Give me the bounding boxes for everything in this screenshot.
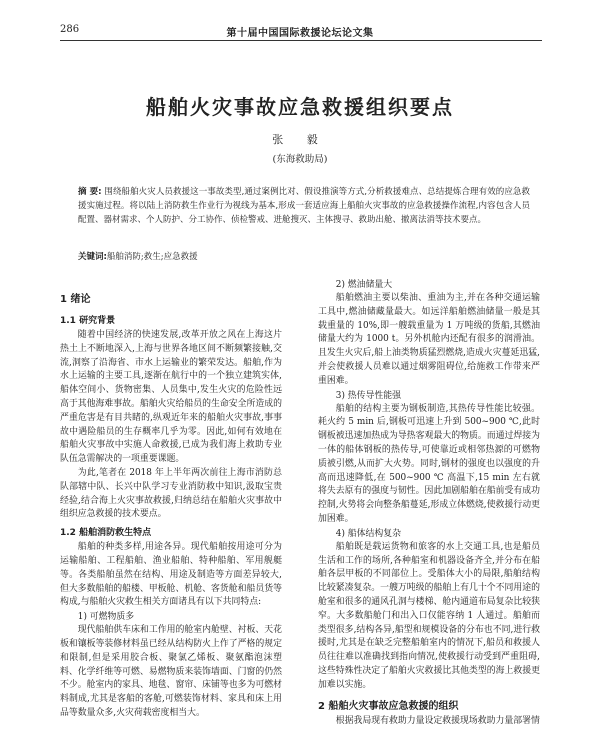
- paper-author: 张 毅: [272, 133, 328, 146]
- header-rule: [60, 40, 542, 41]
- list-item-heading: 3) 热传导性能强: [335, 390, 401, 401]
- list-item-heading: 4) 船体结构复杂: [335, 528, 401, 539]
- paragraph: 为此,笔者在 2018 年上半年两次前往上海市消防总队部辖中队、长兴中队学习专业消防救中知识,汲取宝贵经验,结合海上火灾事故救援,归纳总结在船舶火灾事故中组织应急救援的技术要点。: [60, 467, 282, 520]
- keywords-text: 船舶消防;救生;应急救援: [106, 252, 198, 262]
- keywords: [78, 250, 530, 264]
- section-1-title: 1 绪论: [60, 294, 91, 305]
- subsection-1-1-title: 1.1 研究背景: [60, 316, 116, 326]
- paragraph: 船舶燃油主要以柴油、重油为主,并在各种交通运输工具中,燃油储藏量最大。如远洋船舶燃油储量一般是其载重量的 10%,即一艘载重量为 1 万吨级的货船,其燃油储量大约为 1000 t。另外机舱内还配有很多的润滑油。且发生火灾后,船上油类物质猛烈燃烧,造成火灾蔓延迅猛,并会使救援人员难以通过烟雾阻碍位,给施救工作带来严重困难。: [318, 293, 540, 386]
- running-title: 第十届中国国际救援论坛论文集: [226, 28, 374, 39]
- section-2-title: 2 船舶火灾事故应急救援的组织: [318, 700, 459, 712]
- abstract-label: 摘 要:: [78, 187, 102, 197]
- page-number: 286: [60, 24, 80, 35]
- abstract-text: 围绕船舶火灾人员救援这一事故类型,通过案例比对、假设推演等方式,分析救援难点、总结提炼合理有效的应急救援实施过程。将以陆上消防救生作业行为视线为基本,形成一套适应海上船舶火灾事故的应急救援操作流程,内容包含人员配置、器材需求、个人防护、分工协作、侦检警戒、进舱搜灭、主体搜寻、救助出舱、撤离法消等技术要点。: [78, 187, 531, 226]
- paragraph: 根据我局现有救助力量设定救援现场救助力量部署情: [335, 715, 540, 726]
- paragraph: 现代船舶供车床和工作用的舱室内舱壁、衬板、天花板和镶板等装修材料虽已经从结构防火上作了严格的规定和限制,但是采用胶合板、聚氯乙烯板、聚氨酯泡沫塑料、化学纤维等可燃、易燃物质来装饰墙面、门窗的仍然不少。舱室内的家具、地毯、窗帘、床铺等也多为可燃材料制成,尤其是客船的客舱,可燃装饰材料、家具和床上用品等数量众多,火灾荷载密度相当大。: [60, 625, 282, 718]
- left-column: [60, 278, 282, 721]
- author-affiliation: (东海救助局): [272, 154, 328, 165]
- keywords-label: 关键词:: [78, 252, 107, 262]
- paragraph: 随着中国经济的快速发展,改革开放之风在上海这片热土上不断地深入,上海与世界各地区间不断频繁接触,交流,洞察了沿海省、市水上运输业的繁荣发达。船舶,作为水上运输的主要工具,逐渐在航行中的一个独立建筑实体,船体空间小、货物密集、人员集中,发生火灾的危险性远高于其他海难事故。船舶火灾给船员的生命安全所造成的严重危害是有目共睹的,纵观近年来的船舶火灾事故,事事故中遇险船员的生存概率几乎为零。因此,如何有效地在船舶火灾事故中实施人命救援,已成为我们海上救助专业队伍急需解决的一项重要课题。: [60, 330, 282, 465]
- paragraph: 船舶的种类多样,用途各异。现代船舶按用途可分为运输船舶、工程船舶、渔业船舶、特种船舶、军用舰艇等。各类船舶虽然在结构、用途及制造等方面差异较大,但大多数船舶的船楼、甲板舱、机舱、客货舱和船员货等构成,与船舶火灾救生相关方面诸具有以下共同特点:: [60, 542, 282, 608]
- right-column: [318, 278, 540, 728]
- list-item-heading: 2) 燃油储量大: [335, 280, 393, 290]
- paragraph: 船舶的结构主要为钢板制造,其热传导性能比较强。耗火约 5 min 后,钢板可迅速上升到 500~900 ℃,此时钢板被迅速加热成为导热客观最大的物质。而通过焊接为一体的船体钢板的热传导,可使靠近或相邻热源的可燃物质被引燃,从而扩大火势。同时,钢材的强度也以强度的升高而迅速降低,在 500~900 ℃ 高温下,15 min 左右就将失去原有的强度与韧性。因此加剧船舶在船前受有成功控制,火势将会向整条船蔓延,形成立体燃烧,使救援行动更加困难。: [318, 403, 540, 524]
- abstract: [78, 185, 530, 228]
- paragraph: 船舶既是载运货物和旅客的水上交通工具,也是船员生活和工作的场所,各种船室和机器设备齐全,并分布在船舶各层甲板的不同部位上。受船体大小的局限,船舶结构比较紧凑复杂。一艘万吨级的船舶上有几十个不同用途的舱室和很多的通风孔洞与楼梯、舱内通道布局复杂比较狭窄。大多数船舱门和出入口仅能容纳 1 人通过。船舶而类型很多,结构各异,船型和规模设备的分布也不同,进行救援时,尤其是在缺乏完整船舶室内的情况下,船员和救援人员往往难以准确找到指向情况,使救援行动受到严重阻碍,这些特殊性决定了船舶火灾救援比其他类型的海上救援更加难以实施。: [318, 541, 540, 690]
- list-item-heading: 1) 可燃物质多: [77, 612, 135, 623]
- paper-title: 船舶火灾事故应急救援组织要点: [146, 95, 454, 119]
- subsection-1-2-title: 1.2 船舶消防救生特点: [60, 528, 152, 539]
